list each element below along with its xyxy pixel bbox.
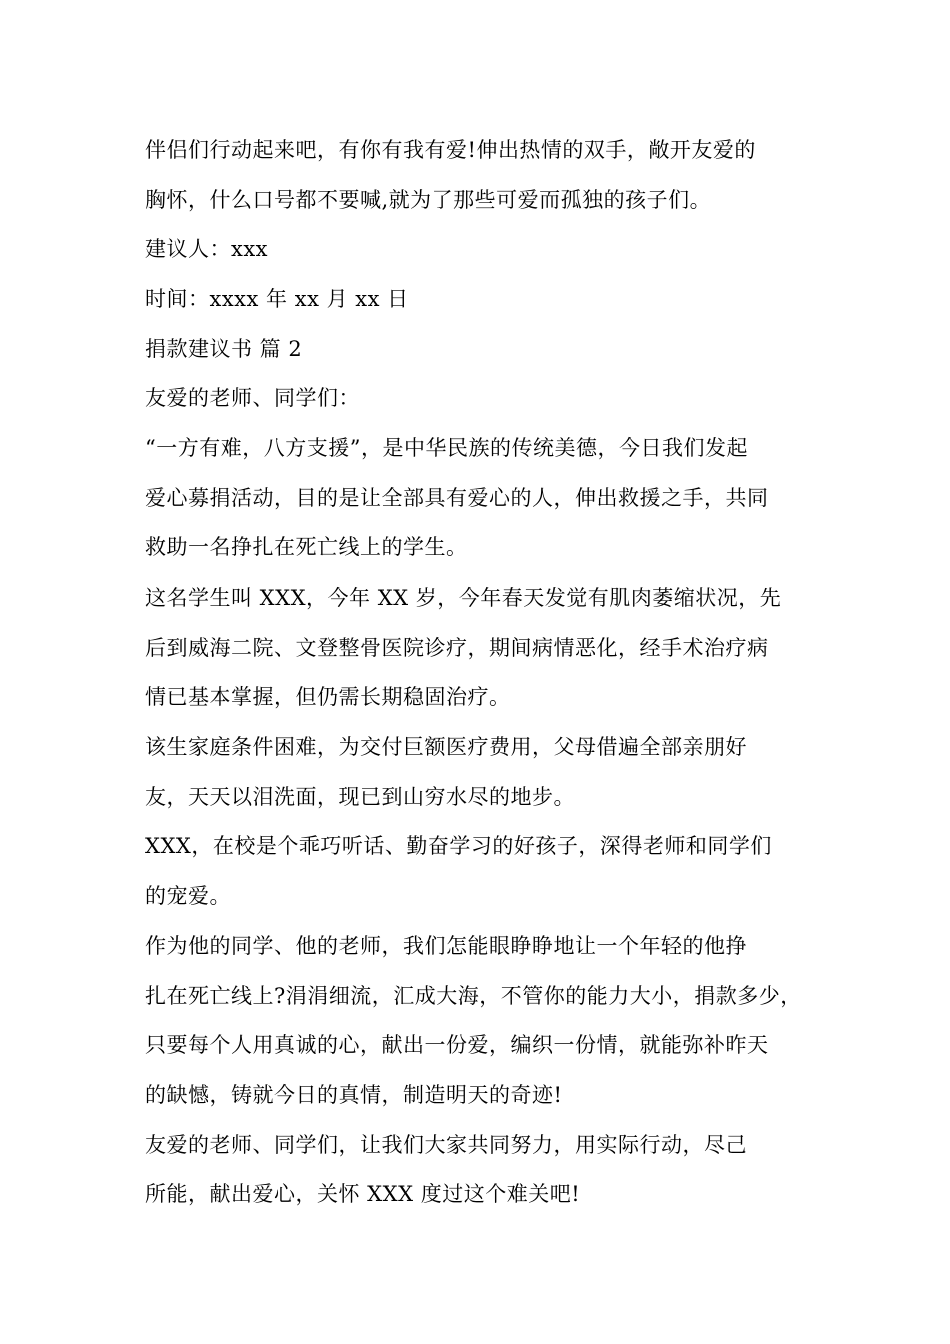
paragraph-line: 该生家庭条件困难，为交付巨额医疗费用，父母借遍全部亲朋好 <box>145 735 747 759</box>
salutation: 友爱的老师、同学们： <box>145 386 360 410</box>
proposer-line: 建议人：xxx <box>145 237 269 261</box>
paragraph-line: 这名学生叫 XXX，今年 XX 岁，今年春天发觉有肌肉萎缩状况，先 <box>145 586 782 610</box>
paragraph-line: “一方有难，八方支援”，是中华民族的传统美德，今日我们发起 <box>145 436 748 460</box>
paragraph-line: 友爱的老师、同学们，让我们大家共同努力，用实际行动，尽己 <box>145 1133 747 1157</box>
paragraph-line: 胸怀，什么口号都不要喊,就为了那些可爱而孤独的孩子们。 <box>145 188 712 212</box>
paragraph-line: 情已基本掌握，但仍需长期稳固治疗。 <box>145 685 511 709</box>
paragraph-line: 爱心募捐活动，目的是让全部具有爱心的人，伸出救援之手，共同 <box>145 486 769 510</box>
paragraph-line: XXX，在校是个乖巧听话、勤奋学习的好孩子，深得老师和同学们 <box>145 834 772 858</box>
paragraph-line: 友，天天以泪洗面，现已到山穷水尽的地步。 <box>145 785 575 809</box>
paragraph-line: 的缺憾，铸就今日的真情，制造明天的奇迹! <box>145 1083 563 1107</box>
paragraph-line: 后到威海二院、文登整骨医院诊疗，期间病情恶化，经手术治疗病 <box>145 636 769 660</box>
paragraph-line: 只要每个人用真诚的心，献出一份爱，编织一份情，就能弥补昨天 <box>145 1033 769 1057</box>
paragraph-line: 救助一名挣扎在死亡线上的学生。 <box>145 535 468 559</box>
section-heading: 捐款建议书 篇 2 <box>145 337 303 361</box>
paragraph-line: 扎在死亡线上?涓涓细流，汇成大海，不管你的能力大小，捐款多少， <box>145 984 802 1008</box>
paragraph-line: 的宠爱。 <box>145 884 231 908</box>
date-line: 时间：xxxx 年 xx 月 xx 日 <box>145 287 409 311</box>
paragraph-line: 作为他的同学、他的老师，我们怎能眼睁睁地让一个年轻的他挣 <box>145 934 747 958</box>
paragraph-line: 伴侣们行动起来吧，有你有我有爱!伸出热情的双手，敞开友爱的 <box>145 138 756 162</box>
paragraph-line: 所能，献出爱心，关怀 XXX 度过这个难关吧! <box>145 1182 581 1206</box>
